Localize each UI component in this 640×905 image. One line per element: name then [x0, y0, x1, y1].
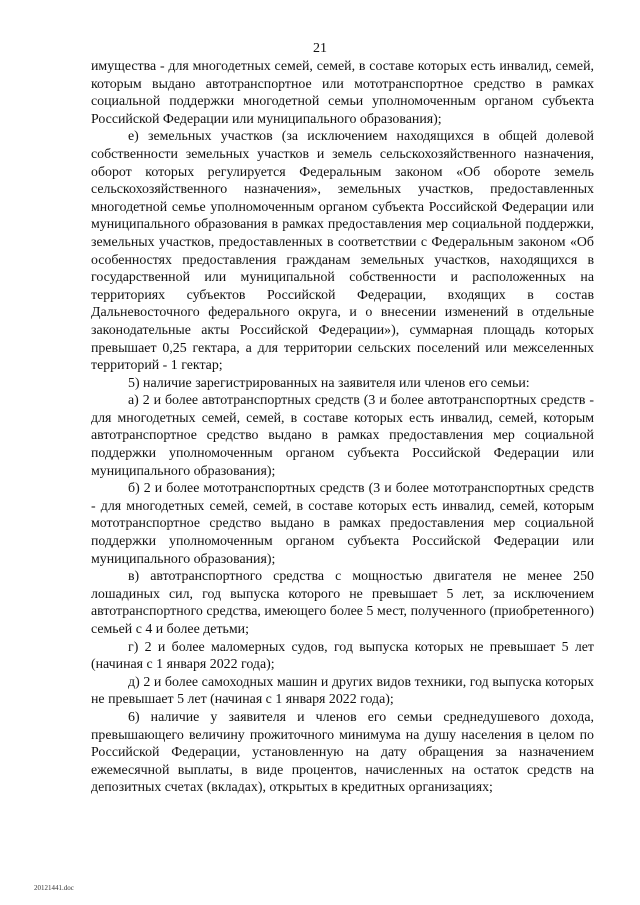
- paragraph-registered-vehicles: 5) наличие зарегистрированных на заявителя или членов его семьи:: [128, 375, 530, 391]
- paragraph-cars: а) 2 и более автотранспортных средств (3 и более автотранспортных средств - для многодетных семей, семей, в составе которых есть инвалид, семей, которым автотранспортное средство выдано в рамках предоставления мер социальной поддержки уполномоченным органом субъекта Российской Федерации или муниципального образования);: [91, 393, 594, 479]
- paragraph-motorcycles: б) 2 и более мототранспортных средств (3 и более мототранспортных средств - для многодетных семей, семей, в составе которых есть инвалид, семей, которым мототранспортное средство выдано в рамках предоставления мер социальной поддержки уполномоченным органом субъекта Российской Федерации или муниципального образования);: [91, 481, 594, 567]
- paragraph-property-continuation: имущества - для многодетных семей, семей, в составе которых есть инвалид, семей, которым выдано автотранспортное или мототранспортное средство в рамках социальной поддержки многодетной семьи уполномоченным органом субъекта Российской Федерации или муниципального образования);: [91, 59, 594, 127]
- footer-filename: 20121441.doc: [34, 884, 74, 892]
- paragraph-self-propelled-machines: д) 2 и более самоходных машин и других видов техники, год выпуска которых не превышает 5 лет (начиная с 1 января 2022 года);: [91, 674, 594, 708]
- page-number: 21: [313, 41, 327, 56]
- paragraph-land-plots: е) земельных участков (за исключением находящихся в общей долевой собственности земельных участков и земель сельскохозяйственного назначения, оборот которых регулируется Федеральным законом «Об обороте земель сельскохозяйственного назначения», земельных участков, предоставленных многодетной семье уполномоченным органом субъекта Российской Федерации или муниципального образования в рамках предоставления мер социальной поддержки, земельных участков, предоставленных в соответствии с Федеральным законом «Об особенностях предоставления гражданам земельных участков, находящихся в государственной или муниципальной собственности и расположенных на территориях субъектов Российской Федерации, входящих в состав Дальневосточного федерального округа, и о внесении изменений в отдельные законодательные акты Российской Федерации»), суммарная площадь которых превышает 0,25 гектара, а для территории сельских поселений или межселенных территорий - 1 гектар;: [91, 129, 594, 374]
- paragraph-small-vessels: г) 2 и более маломерных судов, год выпуска которых не превышает 5 лет (начиная с 1 января 2022 года);: [91, 639, 594, 673]
- paragraph-deposit-income: 6) наличие у заявителя и членов его семьи среднедушевого дохода, превышающего величину прожиточного минимума на душу населения в целом по Российской Федерации, установленную на дату обращения за назначением ежемесячной выплаты, в виде процентов, начисленных на остаток средств на депозитных счетах (вкладах), открытых в кредитных организациях;: [91, 709, 594, 796]
- paragraph-engine-power: в) автотранспортного средства с мощностью двигателя не менее 250 лошадиных сил, год выпуска которого не превышает 5 лет, за исключением автотранспортного средства, имеющего более 5 мест, полученного (приобретенного) семьей с 4 и более детьми;: [91, 569, 594, 637]
- document-body: [91, 58, 594, 797]
